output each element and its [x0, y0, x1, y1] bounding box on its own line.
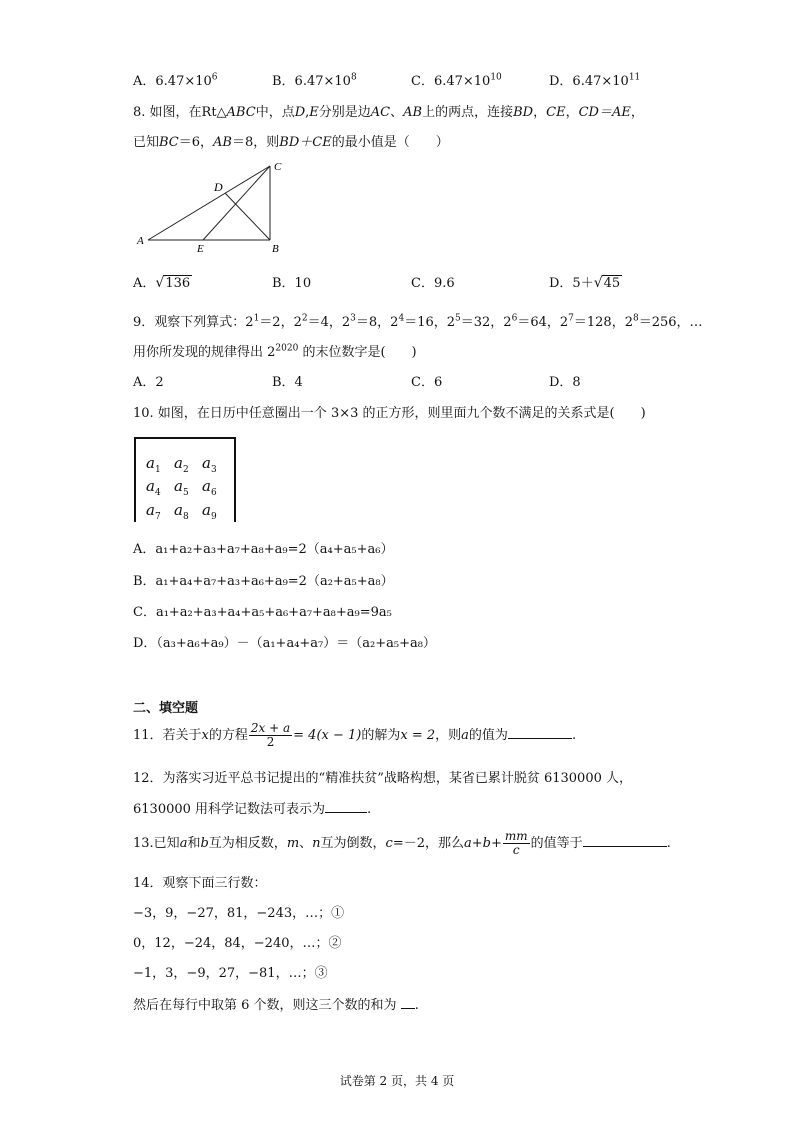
page-footer: 试卷第 2 页，共 4 页 — [339, 1074, 455, 1088]
q7-option-a: A．$6.47\times 10^6$ — [133, 72, 218, 89]
grid-cell: $a_1$ — [146, 454, 161, 475]
q10-option-d: D．（a₃+a₆+a₉）－（a₁+a₄+a₇）＝（a₂+a₅+a₈） — [133, 636, 436, 651]
q8-stem-line2: 已知BC＝6，AB＝8，则BD＋CE的最小值是（ ） — [133, 135, 449, 150]
q14-answer-blank[interactable] — [401, 996, 415, 1009]
q14-stem: 14．观察下面三行数： — [133, 876, 267, 891]
q12-stem-line2: 6130000 用科学记数法可表示为 . — [133, 802, 372, 817]
q9-power-term: $2^6=64$， — [503, 313, 560, 330]
q10-option-a: A．a₁+a₂+a₃+a₇+a₈+a₉=2（a₄+a₅+a₆） — [133, 542, 394, 557]
grid-cell: $a_6$ — [202, 477, 217, 498]
label-c: C — [274, 161, 282, 173]
q13-answer-blank[interactable] — [583, 834, 667, 847]
q7-option-c: C．$6.47\times 10^{10}$ — [411, 72, 502, 89]
q9-option-b: B．4 — [272, 375, 303, 390]
grid-cell: $a_5$ — [174, 477, 189, 498]
grid-cell: $a_9$ — [202, 501, 217, 522]
q14-tail: 然后在每行中取第 6 个数，则这三个数的和为 . — [133, 998, 419, 1013]
q14-row-1: −3，9，−27，81，−243，…；① — [133, 906, 345, 921]
grid-cell: $a_2$ — [174, 454, 189, 475]
q7-option-b: B．$6.47\times 10^8$ — [272, 72, 357, 89]
q10-option-b: B．a₁+a₄+a₇+a₃+a₆+a₉=2（a₂+a₅+a₈） — [133, 574, 394, 589]
q13-fraction: $\frac{mm}{c}$ — [504, 829, 528, 857]
q10-option-c: C．a₁+a₂+a₃+a₄+a₅+a₆+a₇+a₈+a₉=9a₅ — [133, 605, 392, 620]
grid-cell: $a_8$ — [174, 501, 189, 522]
q11-fraction: $\frac{2x + a}{2}$ — [250, 721, 291, 749]
q9-power-term: $2^1=2$， — [245, 313, 294, 330]
q9-power-term: $2^7=128$， — [559, 313, 625, 330]
calendar-3x3-grid — [134, 437, 236, 522]
label-e: E — [197, 243, 204, 255]
q8-option-d: D．5＋√45 — [549, 275, 621, 291]
q12-stem-line1: 12．为落实习近平总书记提出的“精准扶贫”战略构想，某省已累计脱贫 6130000 人， — [133, 771, 632, 786]
q9-option-a: A．2 — [133, 375, 164, 390]
grid-cell: $a_7$ — [146, 501, 161, 522]
label-d: D — [214, 180, 223, 194]
q9-option-c: C．6 — [411, 375, 443, 390]
label-b: B — [272, 243, 279, 255]
q9-power-term: $2^8=256$，… — [624, 313, 703, 330]
q14-row-3: −1，3，−9，27，−81，…；③ — [133, 966, 328, 981]
q8-option-b: B．10 — [272, 276, 312, 291]
segment-bd — [225, 193, 270, 240]
q9-power-term: $2^2=4$， — [293, 313, 342, 330]
q8-triangle-figure — [133, 158, 293, 258]
q9-power-term: $2^3=8$， — [341, 313, 391, 330]
section-heading: 二、填空题 — [133, 701, 199, 716]
q8-option-a: A．√136 — [133, 275, 191, 291]
q9-power-term: $2^4=16$， — [390, 313, 447, 330]
q11-answer-blank[interactable] — [508, 726, 572, 739]
q9-stem-line1: 9．观察下列算式：$2^1=2$，$2^2=4$，$2^3=8$，$2^4=16$，$2^5=32$，$2^6=64$，$2^7=128$，$2^8=256$，… — [133, 313, 703, 330]
grid-cell: $a_3$ — [202, 454, 217, 475]
q9-stem-line2: 用你所发现的规律得出 $2^{2020}$ 的末位数字是( ) — [133, 343, 417, 360]
q8-stem-line1: 8. 如图，在Rt△ABC中，点D,E分别是边AC、AB上的两点，连接BD，CE，CD＝AE， — [133, 105, 644, 120]
q7-option-d: D．$6.47\times 10^{11}$ — [549, 72, 641, 89]
q13-stem: 13.已知a和b互为相反数，m、n互为倒数，c=－2，那么a+b+ $\frac{mm}{c}$ 的值等于 . — [133, 829, 671, 857]
q14-row-2: 0，12，−24，84，−240，…；② — [133, 936, 342, 951]
grid-cell: $a_4$ — [146, 477, 161, 498]
q11-stem: 11．若关于x的方程 $\frac{2x + a}{2}$ = 4(x − 1)的解为x = 2，则a的值为 . — [133, 721, 577, 749]
q10-stem: 10. 如图，在日历中任意圈出一个 3×3 的正方形，则里面九个数不满足的关系式是( ) — [133, 406, 646, 421]
label-a: A — [137, 235, 144, 247]
q9-power-term: $2^5=32$， — [446, 313, 504, 330]
q8-option-c: C．9.6 — [411, 276, 455, 291]
q9-option-d: D．8 — [549, 375, 581, 390]
q12-answer-blank[interactable] — [325, 800, 367, 813]
side-ac — [148, 166, 270, 240]
